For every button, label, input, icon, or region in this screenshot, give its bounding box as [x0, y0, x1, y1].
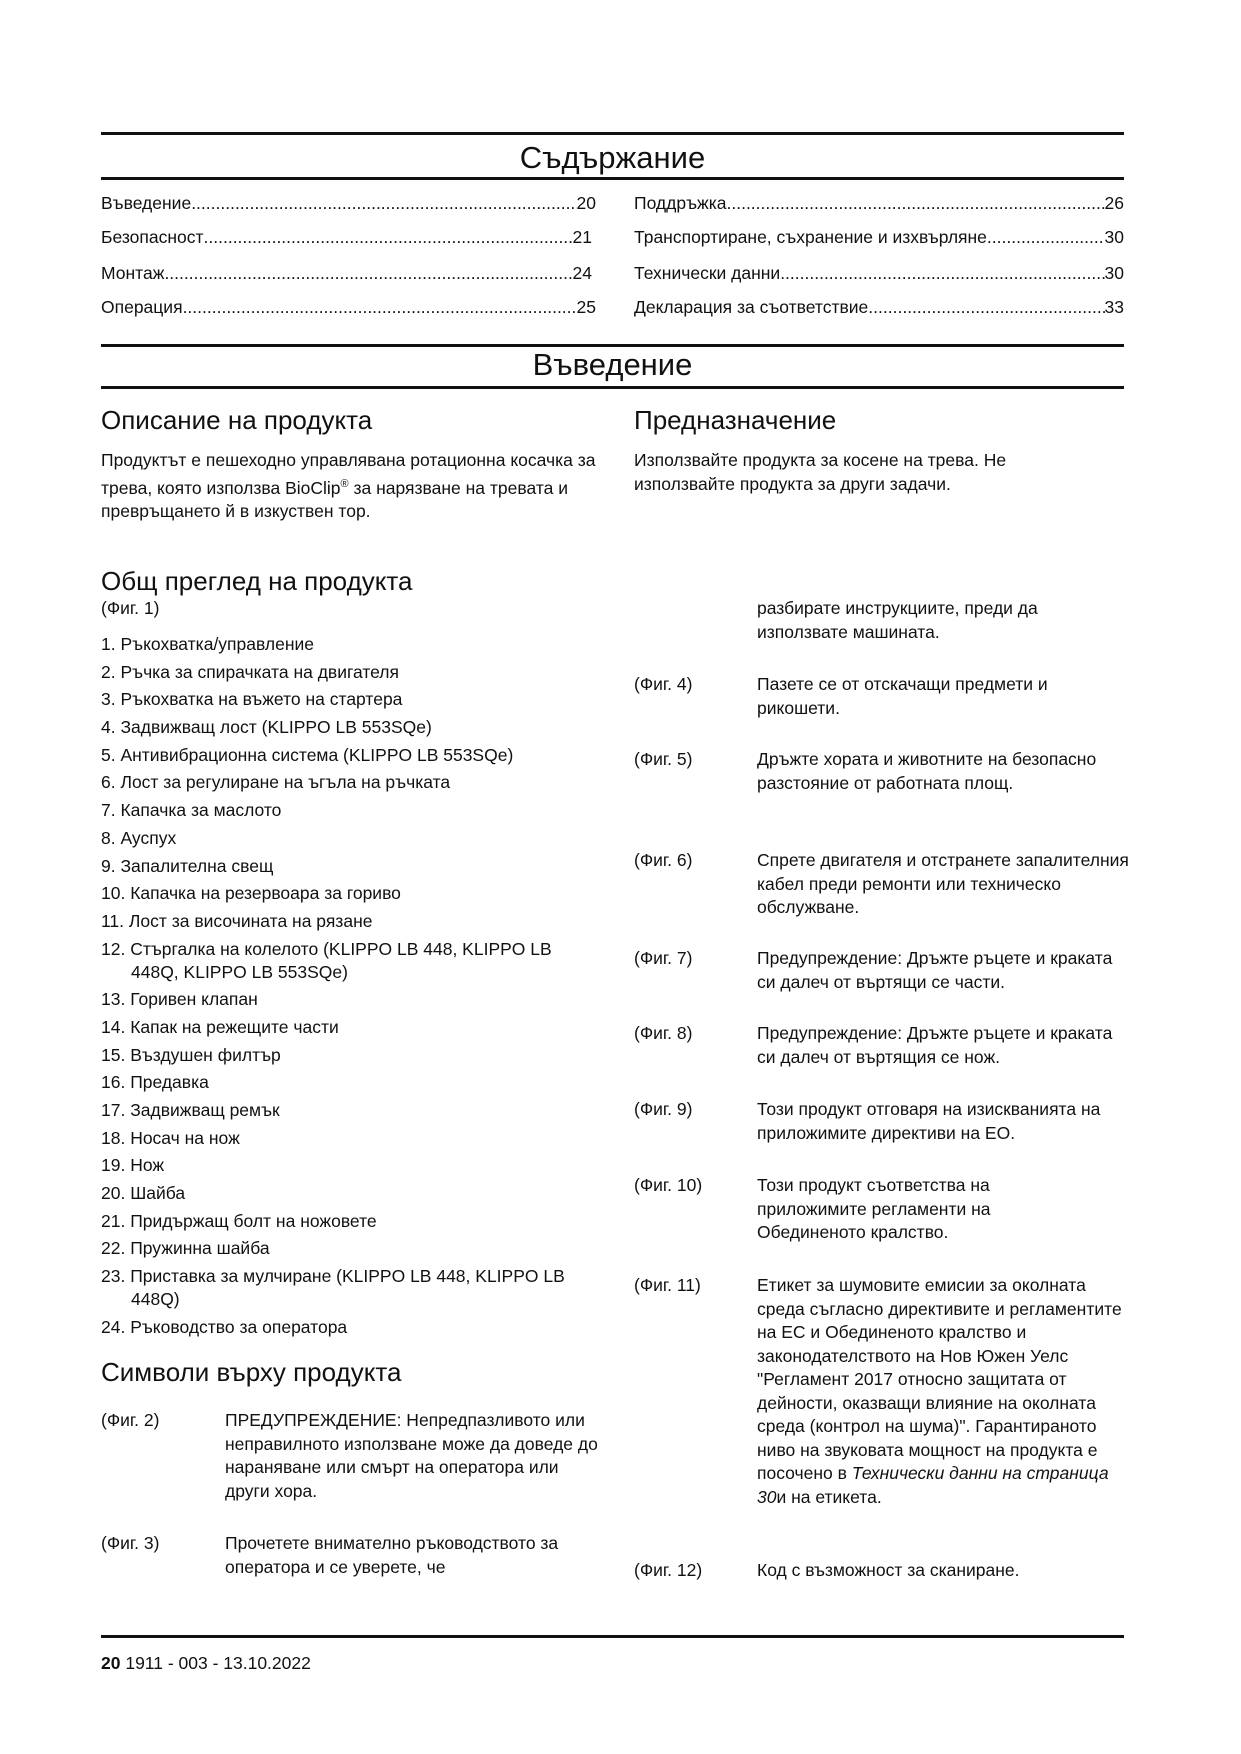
figure-label: (Фиг. 5) [634, 749, 693, 769]
section-title: Въведение [532, 347, 693, 382]
tech-data-link[interactable]: Технически данни на страница 30 [757, 1463, 1109, 1507]
footer [101, 1652, 311, 1676]
list-item: 1. Ръкохватка/управление [101, 634, 315, 654]
overview-heading: Общ преглед на продукта [101, 566, 413, 596]
symbol-text-part: и на етикета. [776, 1486, 882, 1507]
figure-label: (Фиг. 11) [634, 1275, 701, 1295]
list-item: 12. Стъргалка на колелото (KLIPPO LB 448, KLIPPO LB 448Q, KLIPPO LB 553SQe) [101, 938, 552, 982]
toc-label: Операция [101, 297, 183, 317]
toc-entry[interactable] [101, 296, 596, 318]
purpose-heading: Предназначение [634, 405, 837, 435]
toc-entry[interactable] [101, 226, 592, 248]
list-item: 11. Лост за височината на рязане [101, 910, 373, 931]
page-number: 20 [101, 1653, 121, 1673]
symbol-text [757, 1274, 1132, 1509]
list-item: 22. Пружинна шайба [101, 1238, 270, 1259]
symbol-text: Код с възможност за сканиране. [757, 1560, 1020, 1580]
toc-page: 26 [1104, 193, 1124, 213]
figure-label: (Фиг. 3) [101, 1533, 160, 1553]
symbol-text: Този продукт съответства на приложимите регламенти на Обединеното кралство. [757, 1175, 991, 1242]
toc-title-rule [101, 177, 1124, 180]
symbol-text: разбирате инструкциите, преди да използвате машината. [757, 598, 1038, 642]
toc-label: Въведение [101, 193, 192, 213]
description-heading: Описание на продукта [101, 405, 373, 435]
list-item: 24. Ръководство за оператора [101, 1316, 348, 1337]
list-item: 16. Предавка [101, 1072, 209, 1093]
list-item: 8. Ауспух [101, 827, 177, 848]
list-item: 7. Капачка за маслото [101, 800, 282, 821]
list-item: 2. Ръчка за спирачката на двигателя [101, 661, 399, 682]
toc-entry[interactable] [101, 192, 596, 214]
toc-label: Монтаж [101, 263, 165, 283]
document-id: 1911 - 003 - 13.10.2022 [120, 1653, 311, 1673]
symbols-heading: Символи върху продукта [101, 1357, 402, 1387]
figure-label: (Фиг. 6) [634, 850, 693, 870]
toc-label: Декларация за съответствие [634, 297, 869, 317]
toc-page: 21 [572, 227, 592, 247]
toc-entry[interactable] [634, 296, 1124, 318]
list-item: 6. Лост за регулиране на ъгъла на ръчката [101, 772, 451, 793]
list-item: 23. Приставка за мулчиране (KLIPPO LB 448, KLIPPO LB 448Q) [101, 1266, 565, 1310]
section-rule-bottom [101, 386, 1124, 389]
list-item: 20. Шайба [101, 1183, 186, 1204]
description-text-part: Продуктът е пешеходно управлявана ротационна косачка за трева, която използва BioClip [101, 450, 596, 498]
toc-entry[interactable] [101, 262, 592, 284]
toc-label: Технически данни [634, 263, 781, 283]
list-item: 13. Горивен клапан [101, 989, 258, 1010]
toc-entry[interactable] [634, 262, 1124, 284]
list-item: 9. Запалителна свещ [101, 855, 274, 876]
toc-page: 20 [576, 193, 596, 213]
description-text [101, 449, 601, 523]
symbol-text: Дръжте хората и животните на безопасно разстояние от работната площ. [757, 749, 1097, 793]
toc-title: Съдържание [519, 140, 706, 175]
toc-page: 24 [572, 263, 592, 283]
list-item: 15. Въздушен филтър [101, 1044, 281, 1065]
figure-ref: (Фиг. 1) [101, 598, 160, 618]
symbol-text-part: Етикет за шумовите емисии за околната среда съгласно директивите и регламентите на ЕС и Обединеното кралство и законодателството на Нов Южен Уелс "Регламент 2017 относно защитата от дейности, оказващи влияние на околната среда (контрол на шума)". Гарантираното ниво на звуковата мощност на продукта е посочено в [757, 1275, 1122, 1483]
list-item: 21. Придържащ болт на ножовете [101, 1210, 377, 1231]
footer-rule [101, 1635, 1124, 1638]
figure-label: (Фиг. 7) [634, 948, 693, 968]
figure-label: (Фиг. 2) [101, 1410, 160, 1430]
symbol-text: Пазете се от отскачащи предмети и рикошети. [757, 674, 1048, 718]
toc-entry[interactable] [634, 192, 1124, 214]
symbol-text: Предупреждение: Дръжте ръцете и краката си далеч от въртящия се нож. [757, 1023, 1113, 1067]
symbol-text: ПРЕДУПРЕЖДЕНИЕ: Непредпазливото или неправилното използване може да доведе до нараняване или смърт на оператора или други хора. [225, 1410, 598, 1501]
list-item: 5. Антивибрационна система (KLIPPO LB 553SQe) [101, 744, 514, 765]
list-item: 3. Ръкохватка на въжето на стартера [101, 689, 403, 710]
list-item: 19. Нож [101, 1155, 165, 1176]
list-item: 14. Капак на режещите части [101, 1016, 339, 1037]
list-item: 10. Капачка на резервоара за гориво [101, 883, 401, 904]
list-item: 4. Задвижващ лост (KLIPPO LB 553SQe) [101, 717, 432, 738]
symbol-text: Този продукт отговаря на изискванията на приложимите директиви на ЕО. [757, 1099, 1101, 1143]
symbol-text: Прочетете внимателно ръководството за оператора и се уверете, че [225, 1533, 559, 1577]
list-item: 17. Задвижващ ремък [101, 1100, 280, 1120]
toc-page: 30 [1104, 227, 1124, 247]
symbol-text: Предупреждение: Дръжте ръцете и краката си далеч от въртящи се части. [757, 948, 1113, 992]
toc-page: 25 [576, 297, 596, 317]
toc-page: 30 [1104, 263, 1124, 283]
purpose-text: Използвайте продукта за косене на трева. Не използвайте продукта за други задачи. [634, 450, 1007, 494]
figure-label: (Фиг. 9) [634, 1099, 693, 1119]
registered-mark: ® [340, 477, 349, 490]
toc-label: Безопасност [101, 227, 204, 247]
figure-label: (Фиг. 10) [634, 1175, 703, 1195]
symbol-text: Спрете двигателя и отстранете запалителния кабел преди ремонти или техническо обслужване. [757, 850, 1129, 917]
toc-page: 33 [1104, 297, 1124, 317]
top-rule [101, 132, 1124, 135]
toc-entry[interactable] [634, 226, 1124, 248]
figure-label: (Фиг. 4) [634, 674, 693, 694]
figure-label: (Фиг. 12) [634, 1560, 703, 1580]
figure-label: (Фиг. 8) [634, 1023, 693, 1043]
description-text-part: за нарязване на тревата и превръщането й в изкуствен тор. [101, 477, 569, 521]
parts-list [101, 633, 601, 1344]
toc-label: Транспортиране, съхранение и изхвърляне [634, 227, 987, 247]
toc-label: Поддръжка [634, 193, 727, 213]
list-item: 18. Носач на нож [101, 1127, 240, 1148]
